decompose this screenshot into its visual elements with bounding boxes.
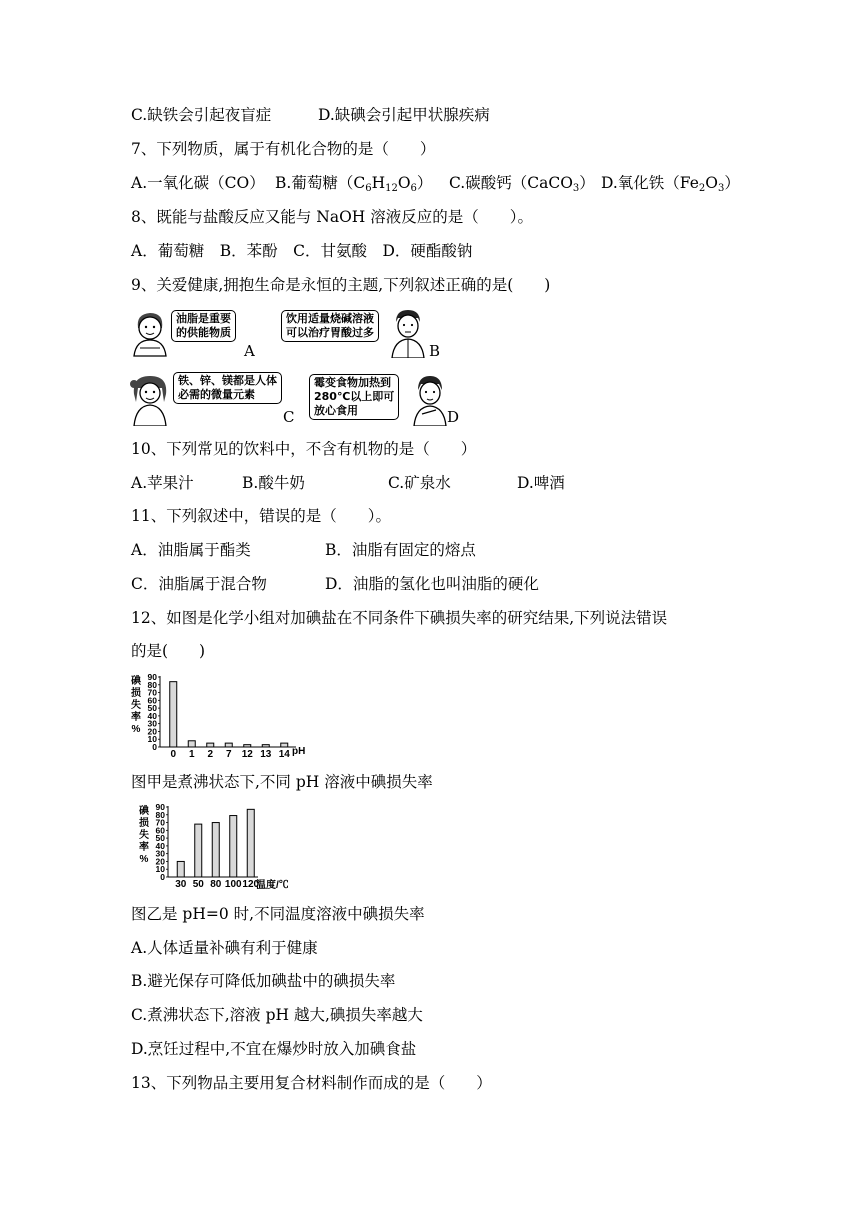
x-tick-label: 12: [241, 749, 253, 760]
bubble-d-line-3: 放心食用: [314, 404, 358, 417]
q10-option-d: D.啤酒: [517, 474, 565, 492]
option-c-label: C: [283, 408, 295, 426]
boy-a-illustration: [130, 308, 174, 358]
q11-option-b: B．油脂有固定的熔点: [325, 541, 476, 559]
bar-7: [225, 743, 232, 747]
q7-stem: 7、下列物质，属于有机化合物的是（ ）: [131, 140, 436, 158]
q10-option-a: A.苹果汁: [131, 474, 194, 492]
q8-options: A．葡萄糖 B．苯酚 C．甘氨酸 D．硬酯酸钠: [131, 242, 473, 260]
y-tick-label: 70: [147, 687, 157, 698]
q8-stem: 8、既能与盐酸反应又能与 NaOH 溶液反应的是（ ）。: [131, 208, 533, 226]
bar-2: [207, 743, 214, 747]
x-tick-label: 30: [175, 879, 187, 890]
bubble-a-line-1: 油脂是重要: [176, 312, 231, 325]
bubble-a: [171, 310, 236, 342]
ylabel-char: 碘: [131, 676, 141, 687]
bar-12: [244, 745, 251, 747]
option-b-label: B: [429, 342, 441, 360]
q11-option-d: D．油脂的氢化也叫油脂的硬化: [325, 575, 539, 593]
y-tick-label: 60: [147, 695, 157, 706]
bubble-c-line-2: 必需的微量元素: [178, 388, 255, 401]
bar-120: [247, 809, 254, 877]
y-tick-label: 60: [155, 825, 165, 836]
x-tick-label: 13: [260, 749, 272, 760]
option-a-label: A: [244, 342, 255, 360]
x-tick-label: 1: [188, 749, 195, 760]
x-tick-label: 0: [170, 749, 177, 760]
chart-b-xlabel: 温度/℃: [256, 880, 289, 891]
y-tick-label: 10: [155, 864, 165, 875]
q7-option-b: B.葡萄糖$(C_6H_{12}O_6)$: [275, 174, 433, 194]
q11-option-a: A．油脂属于酯类: [131, 541, 251, 559]
chart-b-ylabel-vertical: [139, 804, 150, 865]
y-tick-label: 30: [155, 848, 165, 859]
ylabel-char: %: [139, 854, 149, 865]
q7-option-c: C.碳酸钙（CaCO$_3$）: [449, 174, 595, 194]
chart-b-caption: 图乙是 pH=0 时,不同温度溶液中碘损失率: [131, 905, 425, 923]
bubble-d-line-2: 280℃以上即可: [314, 390, 395, 403]
y-tick-label: 20: [147, 726, 157, 737]
y-tick-label: 70: [155, 817, 165, 828]
x-tick-label: 120: [242, 879, 260, 890]
ylabel-char: 碘: [139, 806, 149, 817]
man-b-illustration: [388, 306, 428, 358]
y-tick-label: 20: [155, 856, 165, 867]
q12-option-a: A.人体适量补碘有利于健康: [131, 939, 318, 957]
chart-a-caption: 图甲是煮沸状态下,不同 pH 溶液中碘损失率: [131, 773, 433, 791]
y-tick-label: 0: [160, 872, 165, 882]
q12-stem-line-1: 12、如图是化学小组对加碘盐在不同条件下碘损失率的研究结果,下列说法错误: [131, 609, 668, 627]
bubble-b: [281, 310, 379, 342]
q12-option-d: D.烹饪过程中,不宜在爆炒时放入加碘食盐: [131, 1040, 417, 1058]
girl-c-illustration: [128, 372, 174, 426]
x-tick-label: 80: [210, 879, 222, 890]
q9-stem: 9、关爱健康,拥抱生命是永恒的主题,下列叙述正确的是( ): [131, 276, 551, 294]
q10-option-c: C.矿泉水: [388, 474, 451, 492]
chart-a-ylabel-vertical: [131, 674, 142, 735]
bubble-c: [173, 372, 282, 404]
option-d-label: D: [447, 408, 460, 426]
y-tick-label: 30: [147, 718, 157, 729]
q12-option-c: C.煮沸状态下,溶液 pH 越大,碘损失率越大: [131, 1006, 423, 1024]
y-tick-label: 90: [147, 672, 157, 682]
bar-13: [262, 745, 269, 747]
y-tick-label: 80: [155, 809, 165, 820]
bubble-d-line-1: 霉变食物加热到: [314, 376, 391, 389]
boy-d-illustration: [410, 372, 450, 426]
q10-option-b: B.酸牛奶: [242, 474, 305, 492]
y-tick-label: 50: [155, 833, 165, 844]
bar-80: [212, 823, 219, 877]
chart-temperature-iodine-loss: [136, 802, 306, 894]
y-tick-label: 10: [147, 734, 157, 745]
bubble-a-line-2: 的供能物质: [176, 326, 231, 339]
q11-stem: 11、下列叙述中，错误的是（ ）。: [131, 507, 391, 525]
x-tick-label: 7: [225, 749, 232, 760]
ylabel-char: 率: [131, 712, 141, 723]
q12-option-b: B.避光保存可降低加碘盐中的碘损失率: [131, 972, 396, 990]
y-tick-label: 80: [147, 679, 157, 690]
q12-stem-line-2: 的是( ): [131, 642, 206, 660]
bubble-b-line-1: 饮用适量烧碱溶液: [286, 312, 374, 325]
x-tick-label: 14: [278, 749, 290, 760]
y-tick-label: 40: [155, 840, 165, 851]
ylabel-char: 损: [131, 688, 141, 699]
x-tick-label: 100: [224, 879, 242, 890]
y-tick-label: 50: [147, 703, 157, 714]
q11-option-c: C．油脂属于混合物: [131, 575, 267, 593]
q13-stem: 13、下列物品主要用复合材料制作而成的是（ ）: [131, 1074, 492, 1092]
x-tick-label: 2: [207, 749, 214, 760]
bar-50: [195, 824, 202, 877]
bar-30: [177, 861, 184, 877]
bubble-c-line-1: 铁、锌、镁都是人体: [178, 374, 277, 387]
x-tick-label: 50: [192, 879, 204, 890]
q10-stem: 10、下列常见的饮料中，不含有机物的是（ ）: [131, 440, 477, 458]
y-tick-label: 0: [152, 742, 157, 752]
q7-option-a: A.一氧化碳（CO）: [131, 174, 265, 192]
chart-ph-iodine-loss: [128, 672, 308, 764]
q7-option-d: D.氧化铁$(Fe_2O_3)$: [601, 174, 740, 194]
bar-14: [281, 743, 288, 747]
ylabel-char: 损: [139, 818, 149, 829]
ylabel-char: 失: [131, 700, 141, 711]
y-tick-label: 40: [147, 710, 157, 721]
bubble-d: [309, 374, 399, 420]
bar-0: [170, 682, 177, 747]
ylabel-char: 率: [139, 842, 149, 853]
bar-100: [230, 816, 237, 877]
q6-option-c: C.缺铁会引起夜盲症: [131, 106, 272, 124]
q6-option-d: D.缺碘会引起甲状腺疾病: [318, 106, 490, 124]
bar-1: [188, 741, 195, 747]
y-tick-label: 90: [155, 802, 165, 812]
bubble-b-line-2: 可以治疗胃酸过多: [286, 326, 374, 339]
ylabel-char: %: [131, 724, 141, 735]
ylabel-char: 失: [139, 830, 149, 841]
chart-a-xlabel: pH: [292, 746, 306, 757]
